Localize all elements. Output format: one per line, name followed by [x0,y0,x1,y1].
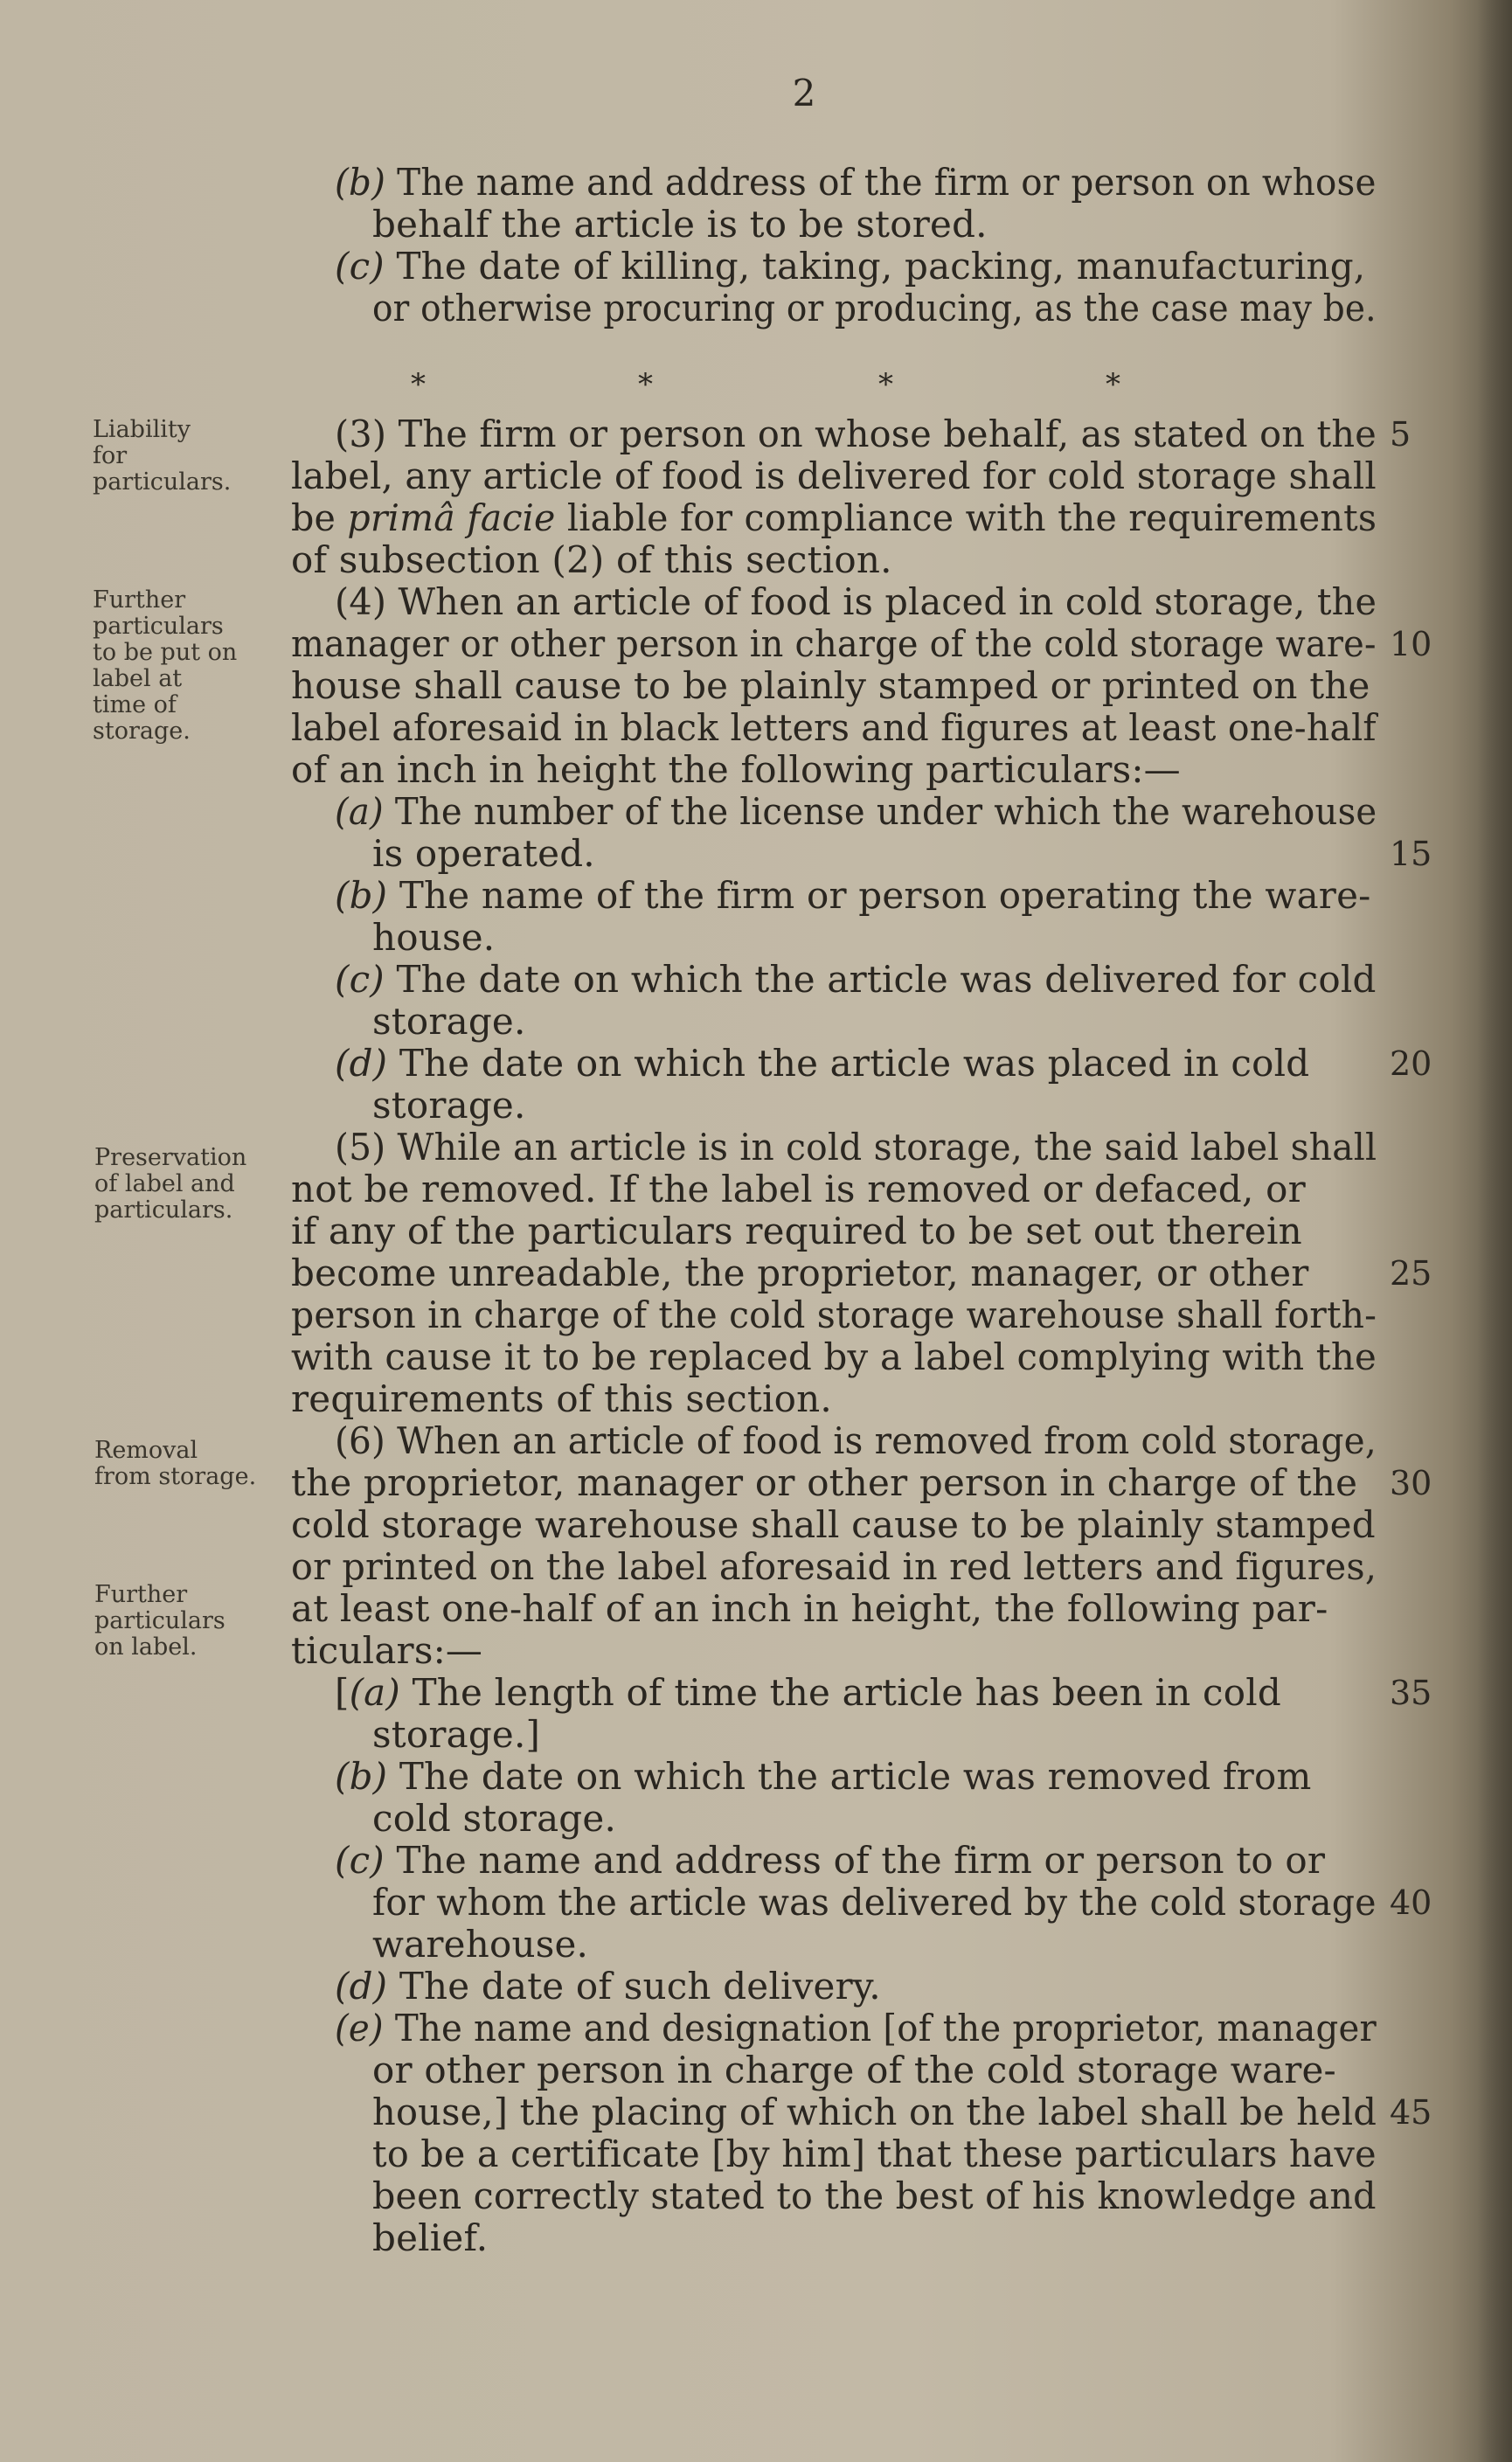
item-text: The name and address of the firm or person on whose [397,161,1377,204]
item-label: (a) [335,790,384,833]
s5-line-4: become unreadable, the proprietor, manager, or other [291,1252,1309,1294]
s6-b-line-2: cold storage. [372,1797,617,1840]
line-number: 10 [1390,625,1432,663]
item-label: (c) [335,245,385,288]
side-note-line: Liability [93,416,191,443]
star: * [638,367,653,402]
line-number: 35 [1390,1674,1432,1712]
side-note-line: Further [93,586,186,614]
s6-e-line-5: been correctly stated to the best of his knowledge and [372,2174,1377,2217]
s4-a-line-2: is operated. [372,832,595,875]
s4-a-line-1 [335,791,1377,833]
bracket: [ [335,1671,350,1714]
s4-d-line-1 [335,1043,1309,1085]
item-label: (b) [335,1755,388,1798]
side-note-line: Further [94,1581,188,1608]
s6-a-line-2: storage.] [372,1713,541,1756]
side-note-line: particulars [94,1607,225,1634]
line-number: 15 [1390,835,1432,873]
item-text: The date on which the article was removed from [399,1755,1312,1798]
side-note-line: to be put on [93,639,238,666]
side-note-line: particulars [93,613,224,640]
item-label: (e) [335,2007,384,2049]
s4-line-4: label aforesaid in black letters and figures at least one-half [291,706,1377,749]
s4-line-3: house shall cause to be plainly stamped or printed on the [291,664,1370,707]
side-note-line: on label. [94,1633,198,1661]
item-text: The date on which the article was delivered for cold [396,958,1377,1001]
star: * [1106,367,1120,402]
s6-line-3: cold storage warehouse shall cause to be plainly stamped [291,1503,1376,1546]
s6-e-line-6: belief. [372,2216,489,2259]
s3-line-3 [291,497,1377,539]
emphasis-text: primâ facie [347,496,556,539]
item-b-line-2: behalf the article is to be stored. [372,203,988,246]
item-label: (b) [335,161,386,204]
text: liable for compliance with the requirements [555,496,1377,539]
item-text: The number of the license under which the warehouse [394,790,1377,833]
s5-line-3: if any of the particulars required to be set out therein [291,1210,1302,1252]
s4-line-1: (4) When an article of food is placed in cold storage, the [335,580,1377,623]
item-label: (a) [349,1671,401,1714]
s3-line-2: label, any article of food is delivered for cold storage shall [291,454,1377,497]
item-b-line-1 [335,162,1377,204]
side-note-line: particulars. [94,1196,233,1224]
item-c-line-2: or otherwise procuring or producing, as the case may be. [372,287,1377,329]
s6-e-line-3: house,] the placing of which on the label shall be held [372,2091,1377,2133]
side-note-line: of label and [94,1170,235,1197]
s5-line-2: not be removed. If the label is removed or defaced, or [291,1168,1306,1210]
item-label: (d) [335,1042,388,1085]
s5-line-5: person in charge of the cold storage warehouse shall forth- [291,1293,1377,1336]
side-note-further-storage [93,587,237,745]
page-edge-shadow [1477,0,1512,2462]
s4-d-line-2: storage. [372,1084,526,1127]
s4-line-2: manager or other person in charge of the cold storage ware- [291,622,1377,665]
s4-c-line-2: storage. [372,1000,526,1043]
s4-b-line-1 [335,875,1371,917]
item-text: The date of such delivery. [399,1965,881,2008]
s4-b-line-2: house. [372,916,496,959]
side-note-line: storage. [93,718,191,745]
s6-line-1: (6) When an article of food is removed from cold storage, [335,1419,1377,1462]
s6-c-line-2: for whom the article was delivered by the cold storage [372,1881,1377,1924]
line-number: 30 [1390,1464,1432,1502]
side-note-line: time of [93,691,177,718]
s3-line-4: of subsection (2) of this section. [291,538,892,581]
item-text: The name and address of the firm or person to or [396,1839,1326,1882]
s6-a-line-1 [335,1672,1281,1714]
s6-line-2: the proprietor, manager or other person in charge of the [291,1461,1358,1504]
s4-line-5: of an inch in height the following particulars:— [291,748,1181,791]
side-note-line: from storage. [94,1463,257,1490]
line-number: 25 [1390,1254,1432,1293]
side-note-line: Removal [94,1437,198,1464]
side-note-preservation [94,1145,246,1224]
item-text: The date of killing, taking, packing, manufacturing, [396,245,1366,288]
item-label: (d) [335,1965,388,2008]
item-text: The name and designation [of the proprietor, manager [394,2007,1377,2049]
s6-line-4: or printed on the label aforesaid in red letters and figures, [291,1545,1377,1588]
page-number: 2 [792,72,816,114]
section-separator [385,367,1171,402]
item-label: (c) [335,958,385,1001]
s3-line-1: (3) The firm or person on whose behalf, as stated on the [335,413,1377,455]
side-note-removal [94,1438,256,1490]
line-number: 45 [1390,2093,1432,2132]
s6-b-line-1 [335,1756,1312,1798]
s4-c-line-1 [335,959,1377,1001]
side-note-line: particulars. [93,468,232,496]
star: * [878,367,893,402]
item-c-line-1 [335,246,1365,288]
side-note-further-label [94,1582,225,1661]
side-note-line: Preservation [94,1144,247,1171]
s6-e-line-1 [335,2008,1377,2049]
s6-e-line-4: to be a certificate [by him] that these particulars have [372,2133,1377,2175]
line-number: 5 [1390,415,1411,454]
s6-c-line-1 [335,1840,1325,1882]
line-number: 20 [1390,1044,1432,1083]
line-number: 40 [1390,1883,1432,1922]
s6-c-line-3: warehouse. [372,1923,589,1966]
s5-line-6: with cause it to be replaced by a label complying with the [291,1335,1377,1378]
s5-line-7: requirements of this section. [291,1377,832,1420]
item-label: (c) [335,1839,385,1882]
side-note-line: label at [93,665,183,692]
s6-e-line-2: or other person in charge of the cold storage ware- [372,2049,1336,2091]
item-text: The date on which the article was placed in cold [399,1042,1310,1085]
item-label: (b) [335,874,388,917]
item-text: The length of time the article has been in cold [412,1671,1281,1714]
s6-d-line-1 [335,1966,881,2008]
item-text: The name of the firm or person operating the ware- [399,874,1371,917]
side-note-line: for [93,442,128,469]
s6-line-5: at least one-half of an inch in height, the following par- [291,1587,1328,1630]
text: be [291,496,348,539]
side-note-liability [93,417,231,496]
s6-line-6: ticulars:— [291,1629,483,1672]
s5-line-1: (5) While an article is in cold storage, the said label shall [335,1126,1377,1169]
star: * [411,367,426,402]
